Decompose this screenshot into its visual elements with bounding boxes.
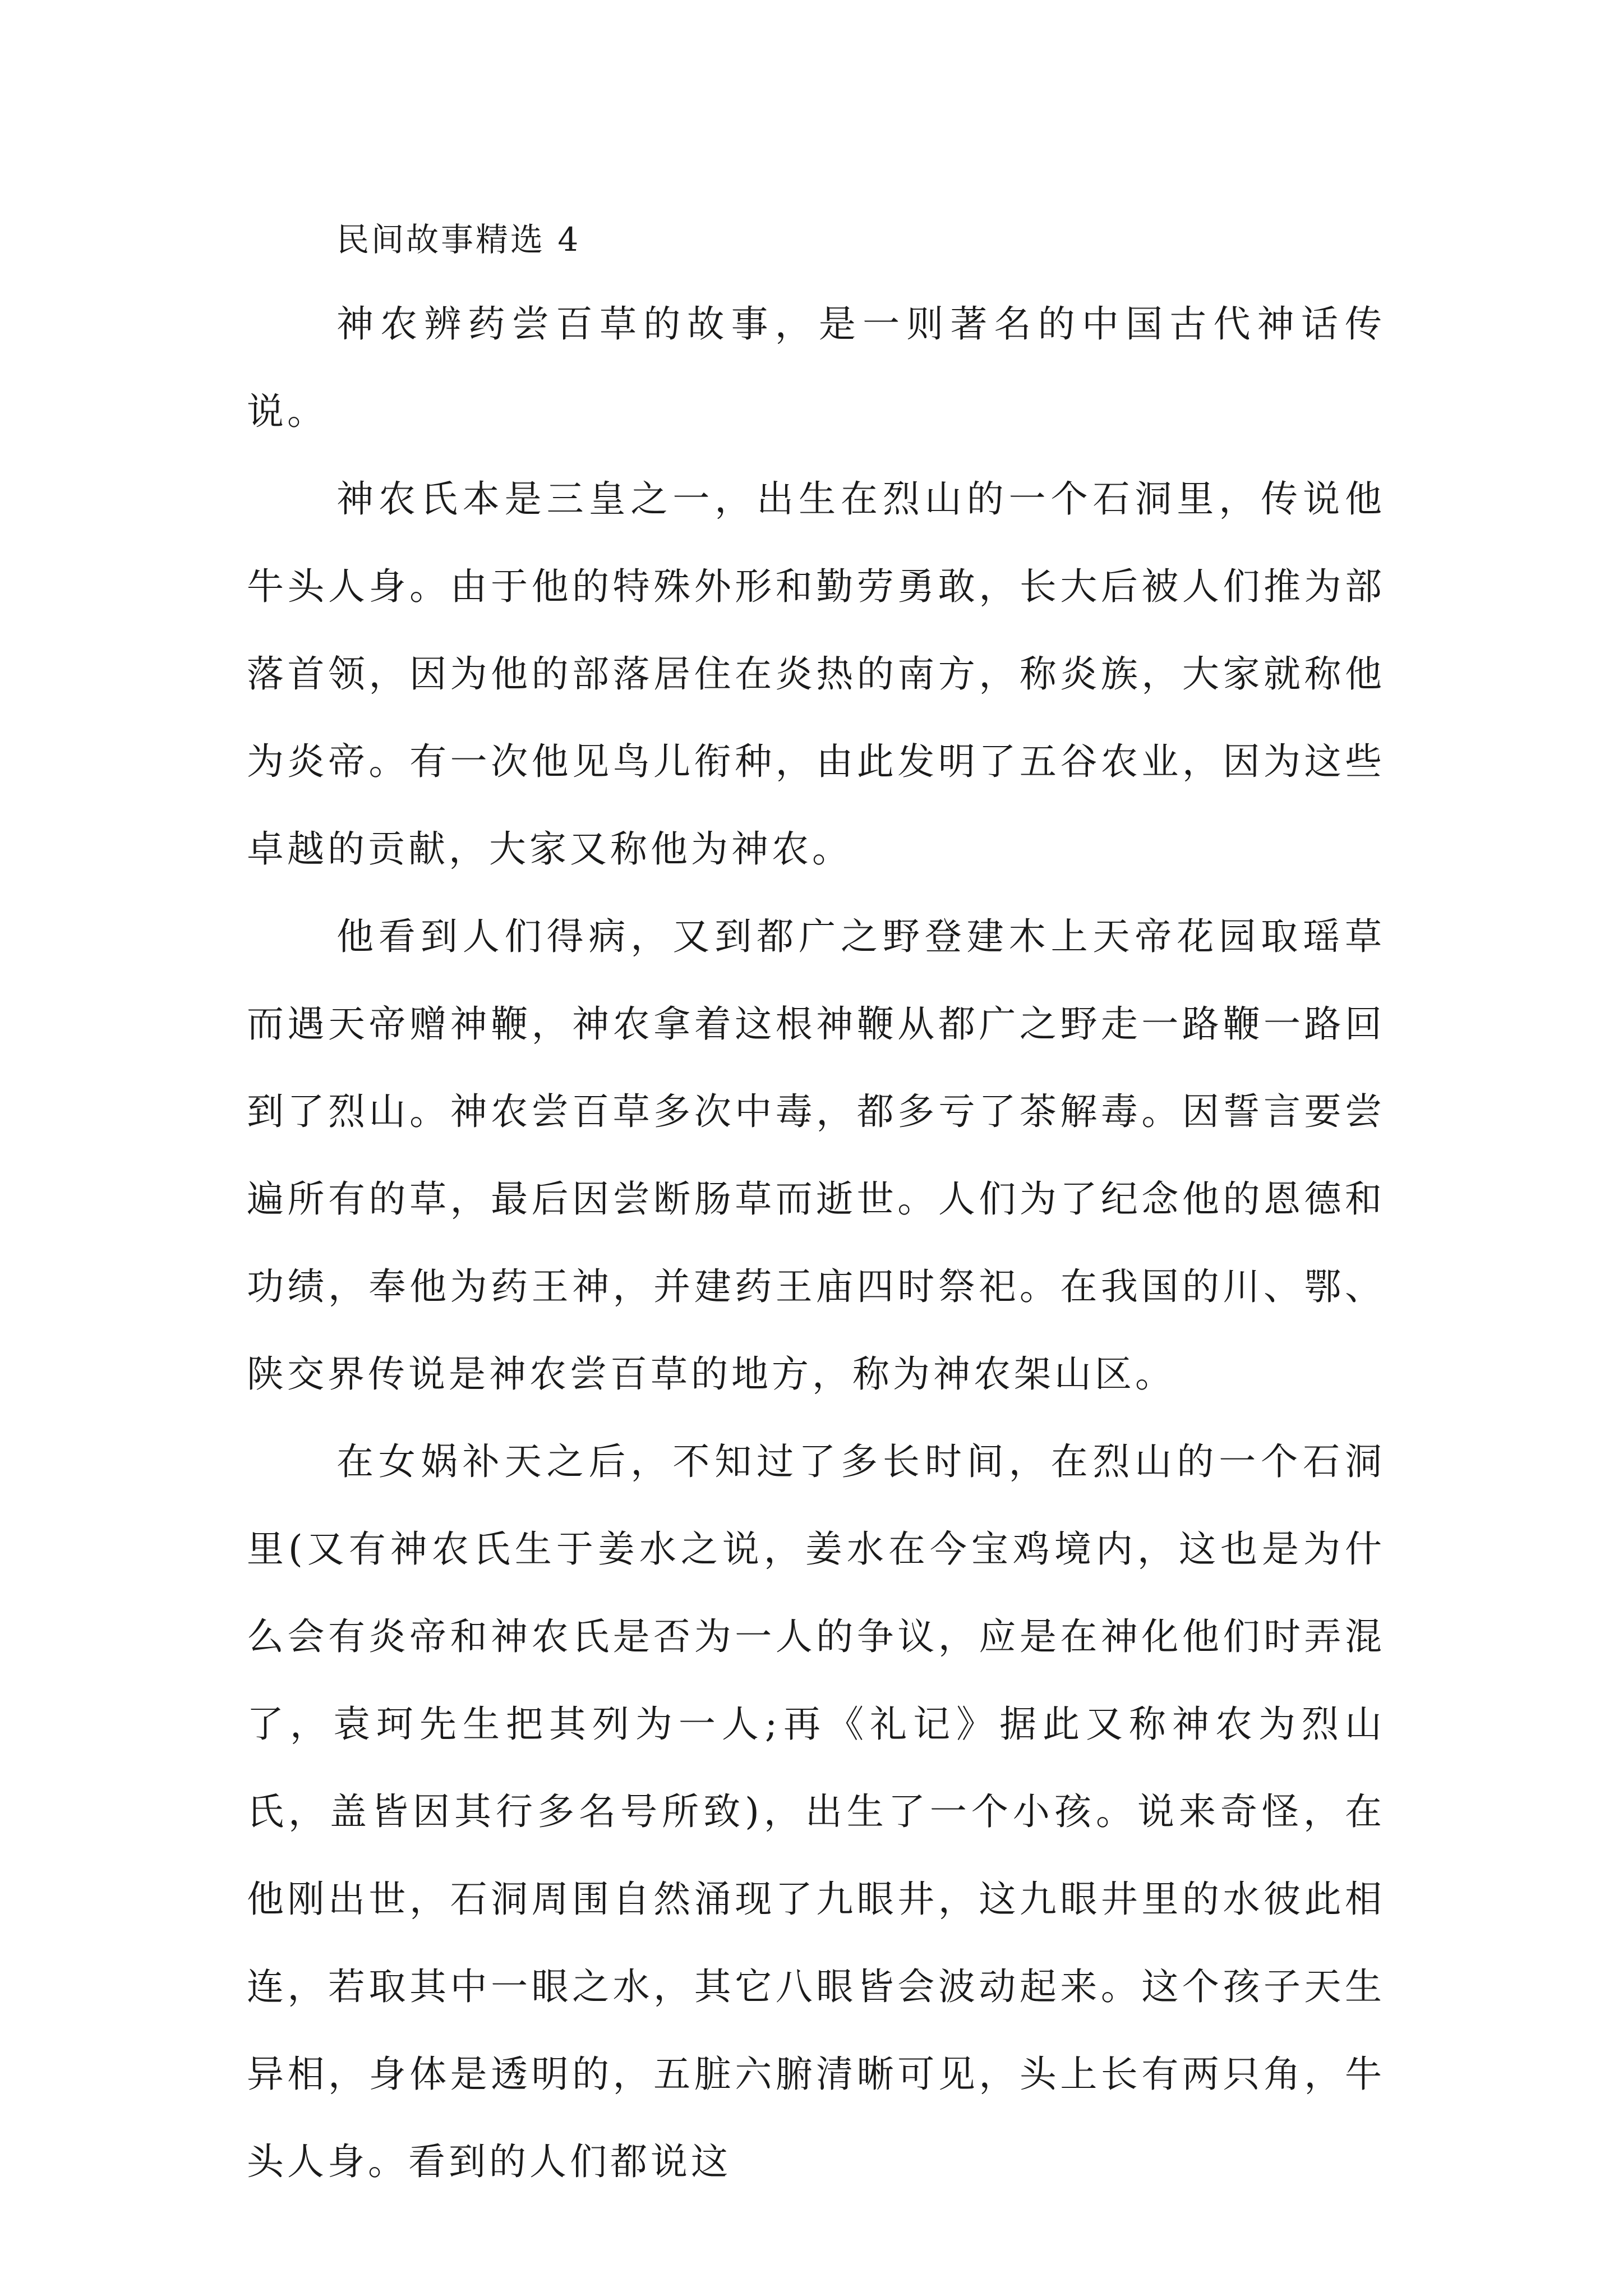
paragraph-birth: 在女娲补天之后，不知过了多长时间，在烈山的一个石洞里(又有神农氏生于姜水之说，姜水在今宝鸡境内，这也是为什么会有炎帝和神农氏是否为一人的争议，应是在神化他们时弄混了，袁珂先生把其列为一人;再《礼记》据此又称神农为烈山氏，盖皆因其行多名号所致)，出生了一个小孩。说来奇怪，在他刚出世，石洞周围自然涌现了九眼井，这九眼井里的水彼此相连，若取其中一眼之水，其它八眼皆会波动起来。这个孩子天生异相，身体是透明的，五脏六腑清晰可见，头上长有两只角，牛头人身。看到的人们都说这 [247,1440,1385,2183]
paragraph-shennong-origin: 神农氏本是三皇之一，出生在烈山的一个石洞里，传说他牛头人身。由于他的特殊外形和勤劳勇敢，长大后被人们推为部落首领，因为他的部落居住在炎热的南方，称炎族，大家就称他为炎帝。有一次他见鸟儿衔种，由此发明了五谷农业，因为这些卓越的贡献，大家又称他为神农。 [247,477,1385,871]
paragraph-intro: 神农辨药尝百草的故事，是一则著名的中国古代神话传说。 [247,302,1385,433]
document-body [247,213,1385,2206]
paragraph-herbs: 他看到人们得病，又到都广之野登建木上天帝花园取瑶草而遇天帝赠神鞭，神农拿着这根神鞭从都广之野走一路鞭一路回到了烈山。神农尝百草多次中毒，都多亏了茶解毒。因誓言要尝遍所有的草，最后因尝断肠草而逝世。人们为了纪念他的恩德和功绩，奉他为药王神，并建药王庙四时祭祀。在我国的川、鄂、陕交界传说是神农尝百草的地方，称为神农架山区。 [247,915,1385,1396]
document-title: 民间故事精选 4 [336,220,581,259]
